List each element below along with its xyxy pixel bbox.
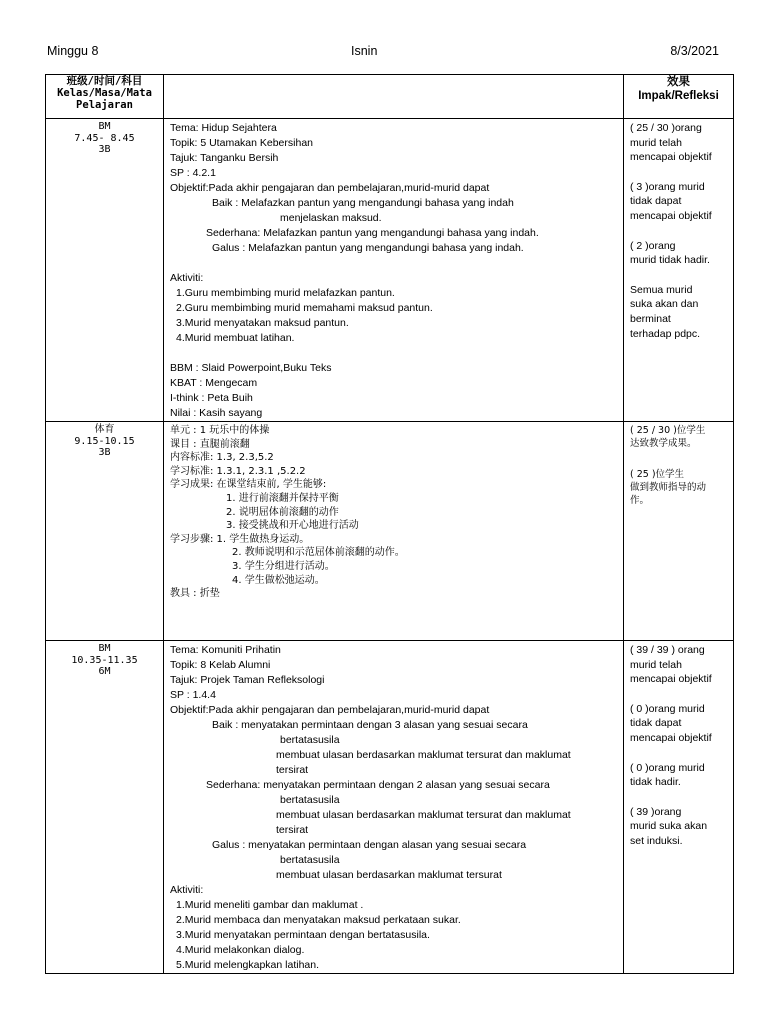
class-time-subject-header: 班级/时间/科目 Kelas/Masa/Mata Pelajaran (46, 75, 164, 119)
reflection: ( 25 / 30 )orang murid telah mencapai objektif ( 3 )orang murid tidak dapat mencapai objektif ( 2 )orang murid tidak hadir. Semua murid suka akan dan berminat terhadap pdpc. (624, 119, 734, 422)
day-label: Isnin (351, 44, 378, 58)
page-header (47, 44, 719, 60)
class-info: 体育 9.15-10.15 3B (46, 422, 164, 641)
lesson-details: 单元 : 1 玩乐中的体操 课目 : 直腿前滚翻 内容标准: 1.3, 2.3,5.2 学习标准: 1.3.1, 2.3.1 ,5.2.2 学习成果: 在课堂结束前, 学生能够: 1. 进行前滚翻并保持平衡 2. 说明屈体前滚翻的动作 3. 接受挑战和开心地进行活动 学习步骤: 1. 学生做热身运动。 2. 教师说明和示范屈体前滚翻的动作。 3. 学生分组进行活动。 4. 学生做松弛运动。 教具 : 折垫 (164, 422, 624, 641)
reflection: ( 39 / 39 ) orang murid telah mencapai objektif ( 0 )orang murid tidak dapat mencapai objektif ( 0 )orang murid tidak hadir. ( 39 )orang murid suka akan set induksi. (624, 641, 734, 974)
details-header (164, 75, 624, 119)
table-row (46, 422, 734, 641)
lesson-details: Tema: Hidup Sejahtera Topik: 5 Utamakan Kebersihan Tajuk: Tanganku Bersih SP : 4.2.1 Objektif:Pada akhir pengajaran dan pembelajaran,murid-murid dapat Baik : Melafazkan pantun yang mengandungi bahasa yang indah menjelaskan maksud. Sederhana: Melafazkan pantun yang mengandungi bahasa yang indah. Galus : Melafazkan pantun yang mengandungi bahasa yang indah. Aktiviti: 1.Guru membimbing murid melafazkan pantun. 2.Guru membimbing murid memahami maksud pantun. 3.Murid menyatakan maksud pantun. 4.Murid membuat latihan. BBM : Slaid Powerpoint,Buku Teks KBAT : Mengecam I-think : Peta Buih Nilai : Kasih sayang (164, 119, 624, 422)
class-info: BM 10.35-11.35 6M (46, 641, 164, 974)
week-label: Minggu 8 (47, 44, 99, 58)
lesson-details: Tema: Komuniti Prihatin Topik: 8 Kelab Alumni Tajuk: Projek Taman Refleksologi SP : 1.4.4 Objektif:Pada akhir pengajaran dan pembelajaran,murid-murid dapat Baik : menyatakan permintaan dengan 3 alasan yang sesuai secara bertatasusila membuat ulasan berdasarkan maklumat tersurat dan maklumat tersirat Sederhana: menyatakan permintaan dengan 2 alasan yang sesuai secara bertatasusila membuat ulasan berdasarkan maklumat tersurat dan maklumat tersirat Galus : menyatakan permintaan dengan alasan yang sesuai secara bertatasusila membuat ulasan berdasarkan maklumat tersurat Aktiviti: 1.Murid meneliti gambar dan maklumat . 2.Murid membaca dan menyatakan maksud perkataan sukar. 3.Murid menyatakan permintaan dengan bertatasusila. 4.Murid melakonkan dialog. 5.Murid melengkapkan latihan. (164, 641, 624, 974)
table-row (46, 641, 734, 974)
date-label: 8/3/2021 (670, 44, 719, 58)
table-header-row (46, 75, 734, 119)
impact-reflection-header: 效果 Impak/Refleksi (624, 75, 734, 119)
lesson-plan-table (45, 74, 734, 974)
reflection: ( 25 / 30 )位学生 达致教学成果。 ( 25 )位学生 做到教师指导的动 作。 (624, 422, 734, 641)
table-row (46, 119, 734, 422)
class-info: BM 7.45- 8.45 3B (46, 119, 164, 422)
